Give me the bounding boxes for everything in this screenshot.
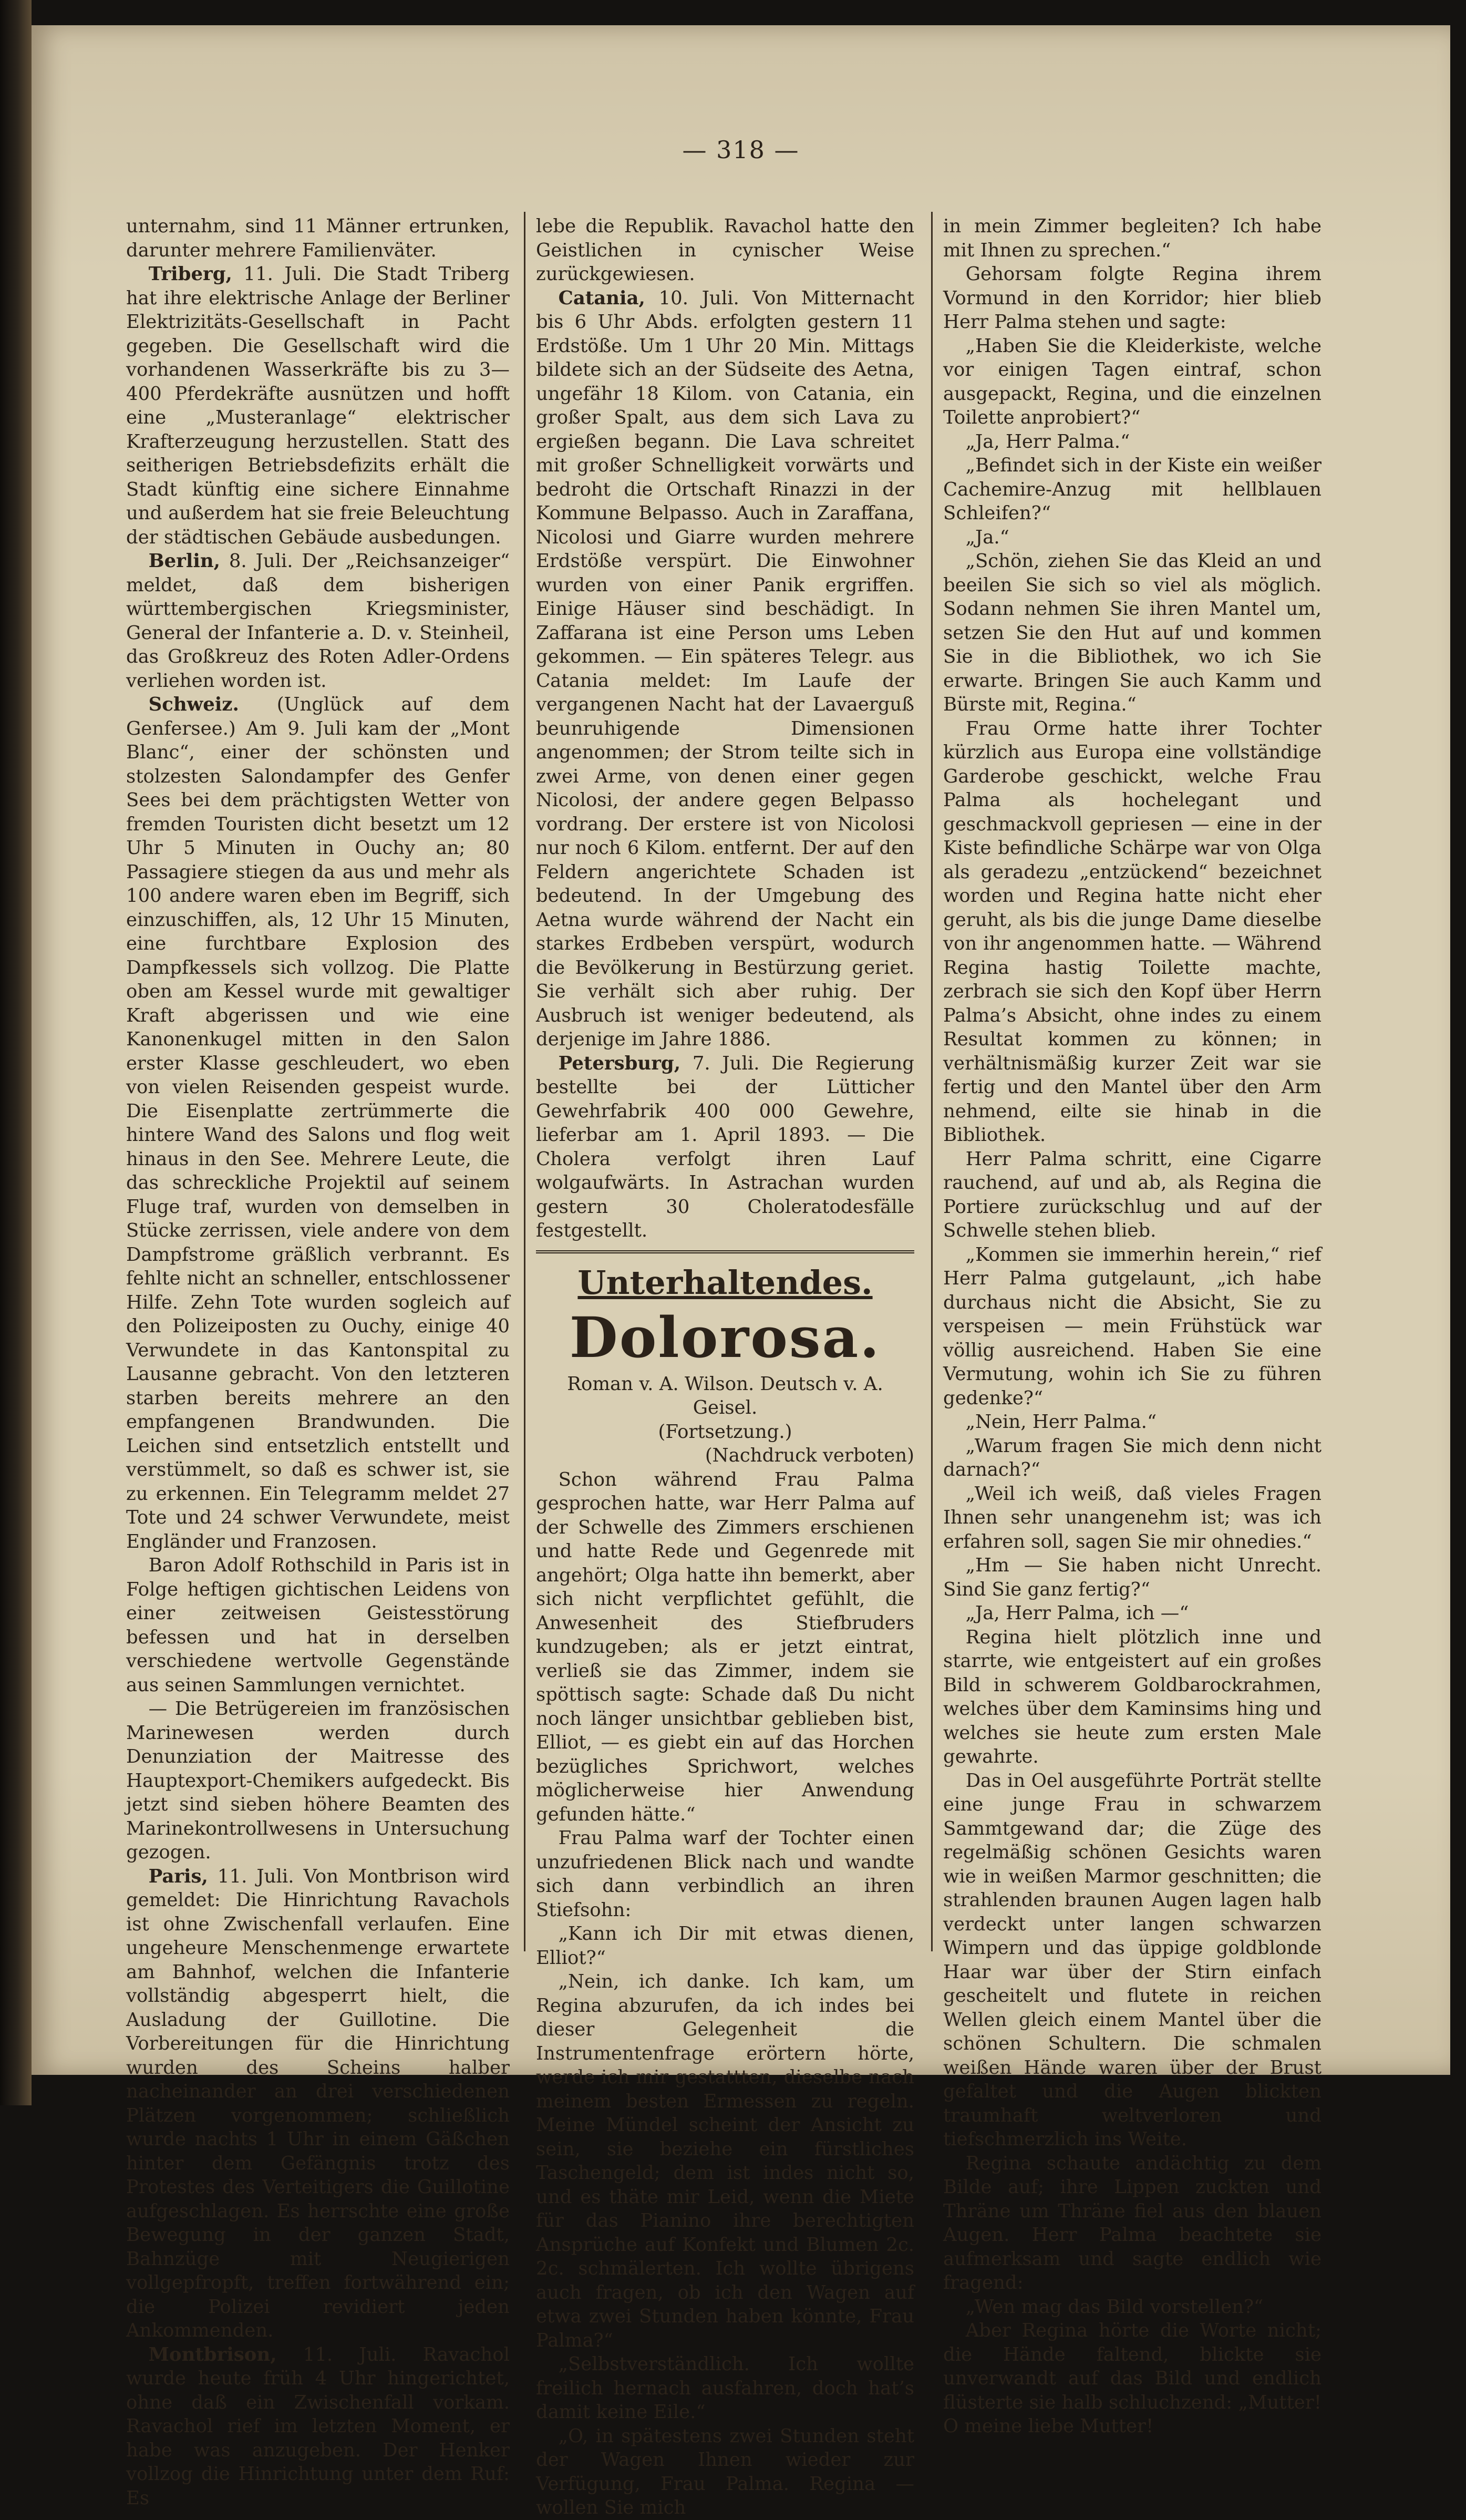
article-paragraph [943,262,1322,334]
article-paragraph [536,214,914,286]
paragraph-text: — Die Betrügereien im französischen Marinewesen werden durch Denunziation der Maitresse des Hauptexport-Chemikers aufgedeckt. Bis jetzt sind sieben höhere Beamten des Marinekontrollwesens in Untersuchung gezogen. [126,1698,510,1863]
article-paragraph [536,286,914,1052]
paragraph-text: „Nein, Herr Palma.“ [965,1411,1157,1433]
reprint-notice: (Nachdruck verboten) [705,1445,914,1466]
column-middle [536,214,914,2520]
novel-paragraph: „Nein, ich danke. Ich kam, um Regina abzurufen, da ich indes bei dieser Gelegenheit die Instrumentenfrage erörtern hörte, werde ich mir gestattten, dieselbe nach meinem besten Ermessen zu regeln. Meine Mündel scheint der Ansicht zu sein, sie beziehe ein fürstliches Taschengeld; dem ist indes nicht so, und es thäte mir Leid, wenn die Miete für das Pianino ihre berechtigten Ansprüche auf Konfekt und Blumen 2c. 2c. schmälerten. Ich wollte übrigens auch fragen, ob ich den Wagen auf etwa zwei Stunden haben könnte, Frau Palma?“ [536,1971,914,2351]
paragraph-text: Herr Palma schritt, eine Cigarre rauchend, auf und ab, als Regina die Portiere zurückschlug und auf der Schwelle stehen blieb. [943,1148,1322,1241]
paragraph-text: Baron Adolf Rothschild in Paris ist in Folge heftigen gichtischen Leidens von einer zeitweisen Geistesstörung befessen und hat in derselben verschiedene wertvolle Gegenstände aus seinen Sammlungen vernichtet. [126,1555,510,1696]
paragraph-text: „Weil ich weiß, daß vieles Fragen Ihnen sehr unangenehm ist; was ich erfahren soll, sagen Sie mir ohnedies.“ [943,1483,1322,1552]
article-paragraph [943,526,1322,550]
dateline: Schweiz. [148,694,239,715]
paragraph-text: „Ja, Herr Palma, ich —“ [965,1602,1189,1624]
paragraph-text: Das in Oel ausgeführte Porträt stellte eine junge Frau in schwarzem Sammtgewand dar; die Züge des regelmäßig schönen Gesichts waren wie in weißen Marmor geschnitten; die strahlenden braunen Augen lagen halb verdeckt unter langen schwarzen Wimpern und das üppige goldblonde Haar war über der Stirn einfach gescheitelt und flutete in reichen Wellen gleich einem Mantel über die schönen Schultern. Die schmalen weißen Hände waren über der Brust gefaltet und die Augen blickten traumhaft weltverloren und tiefschmerzlich ins Weite. [943,1770,1322,2150]
column-right [943,214,1322,2439]
dateline: Paris, [148,1865,208,1887]
article-paragraph [943,1410,1322,1434]
page-number: — 318 — [682,136,800,164]
feuilleton-section-title: Unterhaltendes. [577,1263,873,1302]
dateline: Berlin, [148,550,221,572]
dateline: Catania, [558,287,645,309]
article-paragraph [943,2295,1322,2319]
paragraph-text: lebe die Republik. Ravachol hatte den Geistlichen in cynischer Weise zurückgewiesen. [536,215,914,285]
novel-paragraph: „Kann ich Dir mit etwas dienen, Elliot?“ [536,1923,914,1969]
paragraph-text: „Kommen sie immerhin herein,“ rief Herr Palma gutgelaunt, „ich habe durchaus nicht die Absicht, Sie zu verspeisen — mein Frühstück war völlig ausreichend. Haben Sie eine Vermutung, wohin ich Sie zu führen gedenke?“ [943,1243,1322,1409]
book-spine-shadow [0,0,32,2105]
paragraph-text: 8. Juli. Der „Reichsanzeiger“ meldet, daß dem bisherigen württembergischen Kriegsminister, General der Infanterie a. D. v. Steinheil, das Großkreuz des Roten Adler-Ordens verliehen worden ist. [126,550,510,692]
paragraph-text: Regina schaute andächtig zu dem Bilde auf; ihre Lippen zuckten und Thräne um Thräne fiel aus den blauen Augen. Herr Palma beachtete sie aufmerksam und sagte endlich wie fragend: [943,2152,1322,2293]
paragraph-text: Gehorsam folgte Regina ihrem Vormund in den Korridor; hier blieb Herr Palma stehen und sagte: [943,263,1322,333]
article-paragraph [943,1482,1322,1554]
article-paragraph [943,1769,1322,2152]
column-left [126,214,510,2510]
paragraph-text: 7. Juli. Die Regierung bestellte bei der Lütticher Gewehrfabrik 400 000 Gewehre, lieferbar am 1. April 1893. — Die Cholera verfolgt ihren Lauf wolgaufwärts. In Astrachan wurden gestern 30 Choleratodesfälle festgestellt. [536,1052,914,1241]
article-paragraph [943,2319,1322,2439]
article-paragraph [126,262,510,549]
article-paragraph [943,1243,1322,1411]
novel-title: Dolorosa. [569,1304,881,1370]
paragraph-text: „Hm — Sie haben nicht Unrecht. Sind Sie ganz fertig?“ [943,1555,1322,1600]
article-paragraph [943,1554,1322,1601]
article-paragraph [126,2343,510,2511]
novel-text-middle [536,1468,914,2520]
continuation-note: (Fortsetzung.) [658,1421,792,1443]
news-items-middle [536,214,914,1243]
article-paragraph [943,549,1322,717]
article-paragraph [943,334,1322,430]
paragraph-text: (Unglück auf dem Genfersee.) Am 9. Juli kam der „Mont Blanc“, einer der schönsten und stolzesten Salondampfer des Genfer Sees bei dem prächtigsten Wetter von fremden Touristen dicht besetzt um 12 Uhr 5 Minuten in Ouchy an; 80 Passagiere stiegen da aus und mehr als 100 andere waren eben im Begriff, sich einzuschiffen, als, 12 Uhr 15 Minuten, eine furchtbare Explosion des Dampfkessels sich vollzog. Die Platte oben am Kessel wurde mit gewaltiger Kraft abgerissen und wie eine Kanonenkugel mitten in den Salon erster Klasse geschleudert, wo eben von vielen Reisenden gespeist wurde. Die Eisenplatte zertrümmerte die hintere Wand des Salons und flog weit hinaus in den See. Mehrere Leute, die das schreckliche Projektil auf seinem Fluge traf, wurden von demselben in Stücke zerrissen, viele andere von dem Dampfstrome gräßlich verbrannt. Es fehlte nicht an schneller, entschlossener Hilfe. Zehn Tote wurden sogleich auf den Polizeiposten zu Ouchy, einige 40 Verwundete in das Kantonspital zu Lausanne gebracht. Von den letzteren starben bereits mehrere an den empfangenen Brandwunden. Die Leichen sind entsetzlich entstellt und verstümmelt, so daß es schwer ist, sie zu erkennen. Ein Telegramm meldet 27 Tote und 24 schwer Verwundete, meist Engländer und Franzosen. [126,694,510,1552]
novel-paragraph: Frau Palma warf der Tochter einen unzufriedenen Blick nach und wandte sich dann verbindlich an ihren Stiefsohn: [536,1827,914,1921]
paragraph-text: 11. Juli. Die Stadt Triberg hat ihre elektrische Anlage der Berliner Elektrizitäts-Gesellschaft in Pacht gegeben. Die Gesellschaft wird die vorhandenen Wasserkräfte bis zu 3—400 Pferdekräfte ausnützen und hofft eine „Musteranlage“ elektrischer Krafterzeugung herzustellen. Statt des seitherigen Betriebsdefizits erhält die Stadt künftig eine sichere Einnahme und außerdem hat sie freie Beleuchtung der städtischen Gebäude ausbedungen. [126,263,510,548]
article-paragraph [126,1697,510,1865]
article-paragraph [126,693,510,1554]
paragraph-text: „Warum fragen Sie mich denn nicht darnach?“ [943,1435,1322,1480]
paragraph-text: 11. Juli. Von Montbrison wird gemeldet: Die Hinrichtung Ravachols ist ohne Zwischenfall verlaufen. Eine ungeheure Menschenmenge erwartete am Bahnhof, welchen die Infanterie vollständig abgesperrt hielt, die Ausladung der Guillotine. Die Vorbereitungen für die Hinrichtung wurden des Scheins halber nacheinander an drei verschiedenen Plätzen vorgenommen; schließlich wurde nachts 1 Uhr in einem Gäßchen hinter dem Gefängnis trotz des Protestes des Verteitigers die Guillotine aufgeschlagen. Es herrschte eine große Bewegung in der ganzen Stadt, Bahnzüge mit Neugierigen vollgepfropft, treffen fortwährend ein; die Polizei revidiert jeden Ankommenden. [126,1865,510,2341]
novel-paragraph: „Selbstverständlich. Ich wollte freilich hernach ausfahren, doch hat’s damit keine Eile.“ [536,2353,914,2423]
paragraph-text: „Befindet sich in der Kiste ein weißer Cachemire-Anzug mit hellblauen Schleifen?“ [943,455,1322,524]
paragraph-text: „Haben Sie die Kleiderkiste, welche vor einigen Tagen eintraf, schon ausgepackt, Regina, und die einzelnen Toilette anprobiert?“ [943,335,1322,428]
paragraph-text: „Schön, ziehen Sie das Kleid an und beeilen Sie sich so viel als möglich. Sodann nehmen Sie ihren Mantel um, setzen Sie den Hut auf und kommen Sie in die Bibliothek, wo ich Sie erwarte. Bringen Sie auch Kamm und Bürste mit, Regina.“ [943,550,1322,715]
paragraph-text: „Ja.“ [965,526,1009,548]
paragraph-text: „Ja, Herr Palma.“ [965,430,1130,452]
article-paragraph [943,717,1322,1147]
dateline: Triberg, [148,263,232,285]
article-paragraph [126,549,510,693]
article-paragraph [943,1434,1322,1482]
article-paragraph [943,1147,1322,1243]
paragraph-text: unternahm, sind 11 Männer ertrunken, darunter mehrere Familienväter. [126,215,510,261]
article-paragraph [943,1626,1322,1769]
article-paragraph [536,1052,914,1243]
article-paragraph [943,454,1322,526]
paragraph-text: Frau Orme hatte ihrer Tochter kürzlich aus Europa eine vollständige Garderobe geschickt, welche Frau Palma als hochelegant und geschmackvoll gepriesen — eine in der Kiste befindliche Schärpe war von Olga als geradezu „entzückend“ bezeichnet worden und Regina hatte nicht eher geruht, als bis die junge Dame dieselbe von ihr angenommen hatte. — Während Regina hastig Toilette machte, zerbrach sie sich den Kopf über Herrn Palma’s Absicht, ohne indes zu einem Resultat kommen zu können; in verhältnismäßig kurzer Zeit war sie fertig und den Mantel über den Arm nehmend, eilte sie hinab in die Bibliothek. [943,717,1322,1146]
dateline: Montbrison, [148,2343,277,2365]
article-paragraph [126,1554,510,1697]
column-rule-right [931,212,933,1951]
paragraph-text: Regina hielt plötzlich inne und starrte, wie entgeistert auf ein großes Bild in schwerem Goldbarockrahmen, welches über dem Kaminsims hing und welches sie heute zum ersten Male gewahrte. [943,1626,1322,1767]
column-rule-left [524,212,525,1951]
novel-paragraph: Schon während Frau Palma gesprochen hatte, war Herr Palma auf der Schwelle des Zimmers erschienen und hatte Rede und Gegenrede mit angehört; Olga hatte ihn bemerkt, aber sich nicht verpflichtet gefühlt, die Anwesenheit des Stiefbruders kundzugeben; als er jetzt eintrat, verließ sie das Zimmer, indem sie spöttisch sagte: Schade daß Du nicht noch länger unsichtbar geblieben bist, Elliot, — es giebt ein auf das Horchen bezügliches Sprichwort, welches möglicherweise hier Anwendung gefunden hätte.“ [536,1468,914,1825]
article-paragraph [943,2152,1322,2295]
novel-paragraph: „O, in spätestens zwei Stunden steht der Wagen Ihnen wieder zur Verfügung, Frau Palma. Regina — wollen Sie mich [536,2425,914,2518]
paragraph-text: 11. Juli. Ravachol wurde heute früh 4 Uhr hingerichtet, ohne daß ein Zwischenfall vorkam. Ravachol rief im letzten Moment, er habe was anzugeben. Der Henker vollzog die Hinrichtung unter dem Ruf: Es [126,2343,510,2509]
article-paragraph [126,1865,510,2343]
paragraph-text: Aber Regina hörte die Worte nicht; die Hände faltend, blickte sie unverwandt auf das Bild und endlich flüsterte sie halb schluchzend: „Mutter! O meine liebe Mutter! [943,2320,1322,2437]
article-paragraph [943,214,1322,262]
section-divider [536,1250,914,1253]
newspaper-page [32,25,1450,2518]
article-paragraph [943,430,1322,454]
paragraph-text: „Wen mag das Bild vorstellen?“ [965,2296,1264,2318]
novel-byline: Roman v. A. Wilson. Deutsch v. A. Geisel. [567,1373,883,1418]
paragraph-text: in mein Zimmer begleiten? Ich habe mit Ihnen zu sprechen.“ [943,215,1322,261]
article-paragraph [126,214,510,262]
article-paragraph [943,1601,1322,1626]
paragraph-text: 10. Juli. Von Mitternacht bis 6 Uhr Abds. erfolgten gestern 11 Erdstöße. Um 1 Uhr 20 Min. Mittags bildete sich an der Südseite des Aetna, ungefähr 18 Kilom. von Catania, ein großer Spalt, aus dem sich Lava zu ergießen begann. Die Lava schreitet mit großer Schnelligkeit vorwärts und bedroht die Ortschaft Rinazzi in der Kommune Belpasso. Auch in Zaraffana, Nicolosi und Giarre wurden mehrere Erdstöße verspürt. Die Einwohner wurden von einer Panik ergriffen. Einige Häuser sind beschädigt. In Zaffarana ist eine Person ums Leben gekommen. — Ein späteres Telegr. aus Catania meldet: Im Laufe der vergangenen Nacht hat der Lavaerguß beunruhigende Dimensionen angenommen; der Strom teilte sich in zwei Arme, von denen einer gegen Nicolosi, der andere gegen Belpasso vordrang. Der erstere ist von Nicolosi nur noch 6 Kilom. entfernt. Der auf den Feldern angerichtete Schaden ist bedeutend. In der Umgebung des Aetna wurde während der Nacht ein starkes Erdbeben verspürt, wodurch die Bevölkerung in Bestürzung geriet. Sie verhält sich aber ruhig. Der Ausbruch ist weniger bedeutend, als derjenige im Jahre 1886. [536,287,914,1050]
dateline: Petersburg, [558,1052,681,1074]
